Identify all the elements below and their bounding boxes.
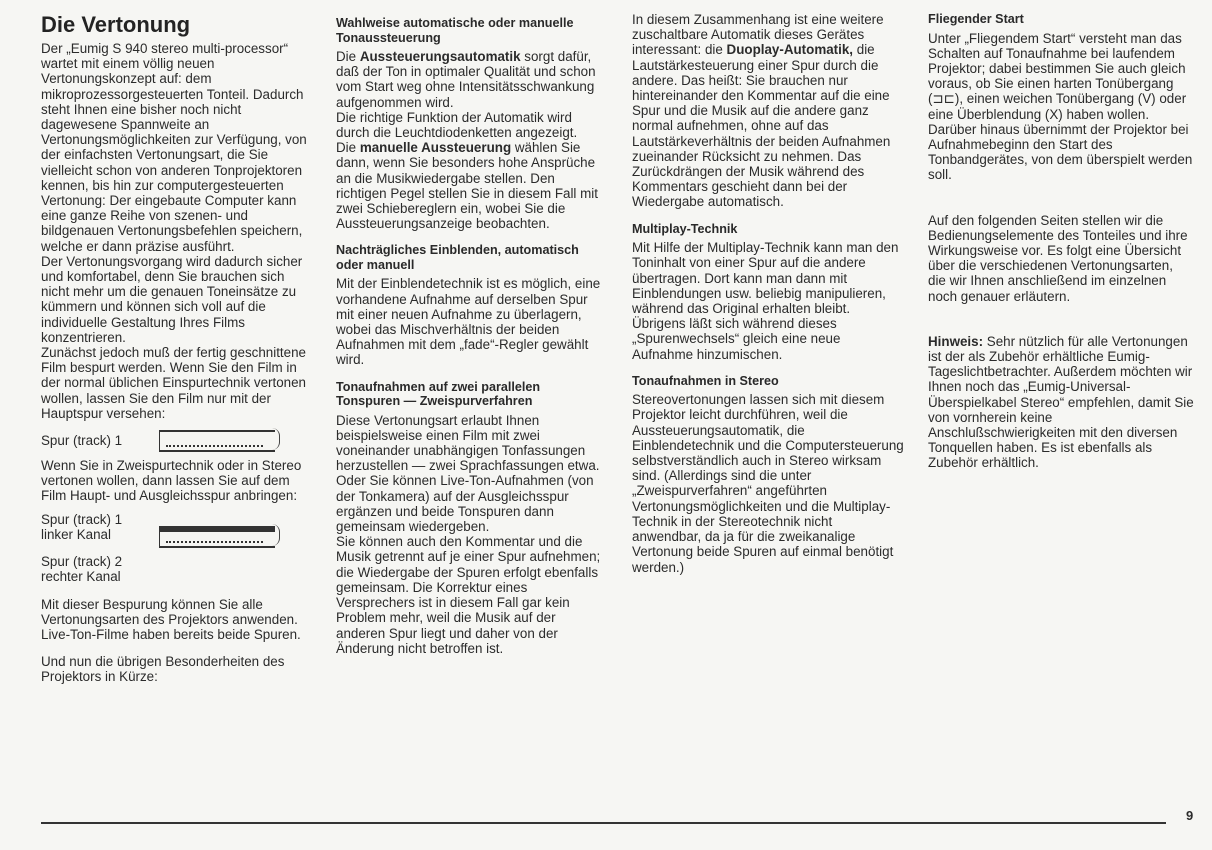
paragraph: Live-Ton-Filme haben bereits beide Spuren. — [41, 626, 301, 642]
paragraph: Auf den folgenden Seiten stellen wir die Bedienungselemente des Tonteiles und ihre Wirkungsweise vor. Es folgt eine Übersicht über die verschiedenen Vertonungsarten, die wir Ihnen anschließend im einzelnen noch genauer erläutern. — [928, 212, 1188, 304]
single-track-figure — [41, 430, 309, 452]
paragraph: Zunächst jedoch muß der fertig geschnittene Film bespurt werden. Wenn Sie den Film in der normal üblichen Einspurtechnik vertonen wollen, lassen Sie den Film nur mit der Hauptspur versehen: — [41, 345, 306, 421]
paragraph: Mit Hilfe der Multiplay-Technik kann man den Toninhalt von einer Spur auf die andere übertragen. Dort kann man dann mit Einblendungen usw. beliebig manipulieren, während das Original erhalten bleibt. Übrigens läßt sich während dieses „Spurenwechsels“ gleich eine neue Aufnahme hinzumischen. — [632, 240, 899, 362]
section-heading: Wahlweise automatische oder manuelle Tonaussteuerung — [336, 16, 574, 45]
bold-term: Duoplay-Automatik, — [726, 42, 854, 58]
dual-track-figure — [41, 512, 309, 585]
section-heading: Tonaufnahmen in Stereo — [632, 373, 779, 388]
paragraph: Die richtige Funktion der Automatik wird durch die Leuchtdiodenketten angezeigt. — [336, 109, 578, 141]
paragraph: Wenn Sie in Zweispurtechnik oder in Stereo vertonen wollen, dann lassen Sie auf dem Film Haupt- und Ausgleichsspur anbringen: — [41, 458, 302, 504]
section-heading: Multiplay-Technik — [632, 221, 738, 236]
paragraph: Darüber hinaus übernimmt der Projektor bei Aufnahmebeginn den Start des Tonbandgerätes, von dem überspielt werden soll. — [928, 121, 1193, 183]
page-title: Die Vertonung — [41, 12, 191, 37]
section-heading: Fliegender Start — [928, 12, 1024, 26]
section-heading: Tonaufnahmen auf zwei parallelen Tonspuren — Zweispurverfahren — [336, 379, 541, 409]
track-channel-label: rechter Kanal — [41, 569, 121, 585]
paragraph: Stereovertonungen lassen sich mit diesem Projektor leicht durchführen, weil die Aussteuerungsautomatik, die Einblendetechnik und die Computersteuerung selbstverständlich auch in Stereo wirksam sind. (Allerdings sind die unter „Zweispurverfahren“ angeführten Vertonungsmöglichkeiten und die Multiplay-Technik in der Stereotechnik nicht anwendbar, da ja für die zweikanalige Vertonung beide Spuren auf einmal benötigt werden.) — [632, 392, 904, 575]
paragraph: Und nun die übrigen Besonderheiten des Projektors in Kürze: — [41, 654, 285, 685]
paragraph: Mit der Einblendetechnik ist es möglich, eine vorhandene Aufnahme auf derselben Spur mit einer neuen Aufnahme zu überlagern, wobei das Mischverhältnis der beiden Aufnahmen mit dem „fade“-Regler gewählt wird. — [336, 276, 601, 368]
note-label: Hinweis: — [928, 333, 984, 349]
paragraph: Die Aussteuerungsautomatik sorgt dafür, daß der Ton in optimaler Qualität und schon vom Start weg ohne Intensitätsschwankung aufgenommen wird. — [336, 49, 596, 110]
paragraph: Oder Sie können Live-Ton-Aufnahmen (von der Tonkamera) auf der Ausgleichsspur ergänzen und beide Tonspuren dann gemeinsam wiedergeben. — [336, 473, 594, 535]
paragraph: Unter „Fliegendem Start“ versteht man das Schalten auf Tonaufnahme bei laufendem Projektor; dabei bestimmen Sie auch gleich voraus, ob Sie einen harten Tonübergang (⊐⊏), einen weichen Tonübergang (V) oder eine Überblendung (X) haben wollen. — [928, 30, 1187, 122]
bold-term: manuelle Aussteuerung — [359, 140, 512, 156]
footer-rule — [41, 822, 1166, 824]
track-label: Spur (track) 2 — [41, 554, 123, 570]
column-3 — [632, 12, 904, 575]
paragraph: In diesem Zusammenhang ist eine weitere zuschaltbare Automatik dieses Gerätes interessant: die Duoplay-Automatik, die Lautstärkesteuerung einer Spur durch die andere. Das heißt: Sie brauchen nur hintereinander den Kommentar auf die eine Spur und die Musik auf die andere ganz normal aufnehmen, ohne auf das Lautstärkeverhältnis der beiden Aufnahmen zueinander Rücksicht zu nehmen. Das Zurückdrängen der Musik während des Kommentars geschieht dann bei der Wiedergabe automatisch. — [632, 12, 891, 210]
note-paragraph: Hinweis: Sehr nützlich für alle Vertonungen ist der als Zubehör erhältliche Eumig-Tageslichtbetrachter. Außerdem möchten wir Ihnen noch das „Eumig-Universal-Überspielkabel Stereo“ empfehlen, damit Sie von vornherein keine Anschlußschwierigkeiten mit den diversen Tonquellen haben. Es ist ebenfalls als Zubehör erhältlich. — [928, 333, 1194, 471]
paragraph: Mit dieser Bespurung können Sie alle Vertonungsarten des Projektors anwenden. — [41, 596, 298, 627]
page-number: 9 — [1186, 808, 1194, 823]
bold-term: Aussteuerungsautomatik — [359, 49, 521, 64]
section-heading: Nachträgliches Einblenden, automatisch oder manuell — [336, 243, 579, 272]
intro-paragraph: Der „Eumig S 940 stereo multi-processor“ wartet mit einem völlig neuen Vertonungskonzept auf: dem mikroprozessorgesteuerten Tonteil. Dadurch steht Ihnen eine bisher noch nicht dagewesene Spannweite an Vertonungsmöglichkeiten zur Verfügung, von der einfachsten Vertonungsart, die Sie vielleicht schon von anderen Tonprojektoren kennen, bis hin zur computergesteuerten Vertonung: Der eingebaute Computer kann eine ganze Reihe von szenen- und bildgenauen Vertonungsbefehlen speichern, welche er dann präzise ausführt. — [41, 41, 307, 254]
column-4 — [928, 12, 1194, 471]
paragraph: Der Vertonungsvorgang wird dadurch sicher und komfortabel, denn Sie brauchen sich nicht mehr um die genauen Toneinsätze zu kümmern und können sich voll auf die individuelle Gestaltung Ihres Films konzentrieren. — [41, 253, 303, 345]
film-strip-dual-track-icon — [159, 526, 275, 548]
paragraph: Diese Vertonungsart erlaubt Ihnen beispielsweise einen Film mit zwei voneinander unabhängigen Tonfassungen herzustellen — zwei Sprachfassungen etwa. — [336, 412, 600, 474]
track-label: Spur (track) 1 — [41, 511, 123, 527]
film-strip-single-track-icon — [159, 430, 275, 452]
paragraph: Sie können auch den Kommentar und die Musik getrennt auf je einer Spur aufnehmen; die Wiedergabe der Spuren erfolgt ebenfalls gemeinsam. Die Korrektur eines Versprechers ist in diesem Fall gar kein Problem mehr, weil die Musik auf der anderen Spur liegt und daher von der Änderung nicht betroffen ist. — [336, 534, 601, 656]
column-2 — [336, 12, 606, 656]
column-1 — [41, 12, 309, 685]
paragraph: Die manuelle Aussteuerung wählen Sie dann, wenn Sie besonders hohe Ansprüche an die Musikwiedergabe stellen. Den richtigen Pegel stellen Sie in diesem Fall mit zwei Schiebereglern ein, wobei Sie die Aussteuerungsanzeige beobachten. — [336, 140, 598, 232]
track-channel-label: linker Kanal — [41, 526, 111, 542]
track-label: Spur (track) 1 — [41, 433, 123, 449]
